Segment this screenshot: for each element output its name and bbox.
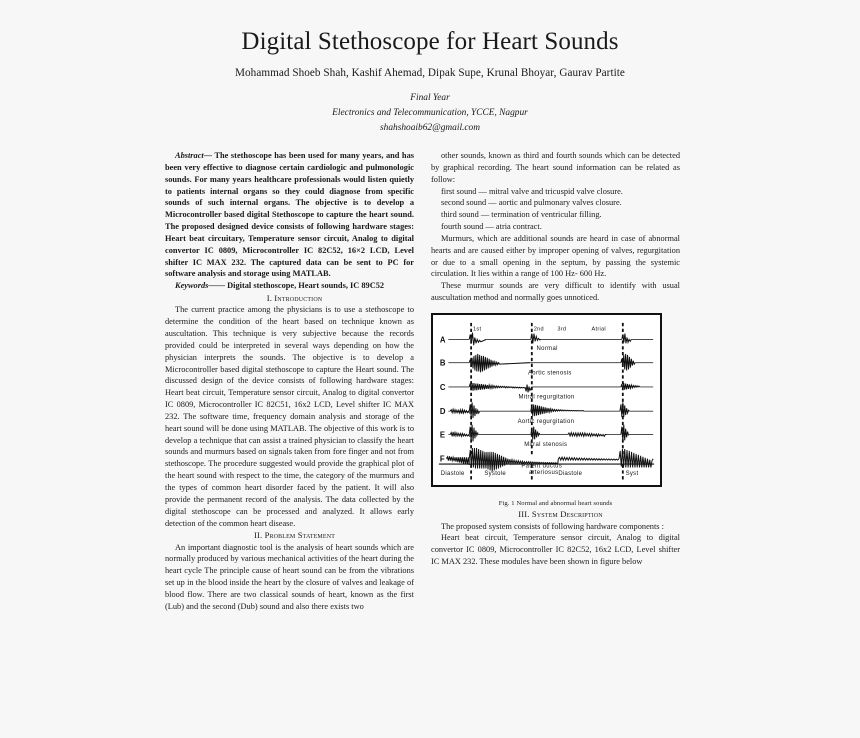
waveform-A2 — [531, 334, 541, 344]
author-department: Electronics and Telecommunication, YCCE, Nagpur — [332, 107, 528, 118]
condition-label-aortic-stenosis: Aortic stenosis — [528, 370, 572, 377]
keywords-text: Digital stethoscope, Heart sounds, IC 89C52 — [225, 281, 385, 291]
waveform-D-diastolic — [531, 404, 584, 416]
phase-label-systole-1: Systole — [484, 471, 506, 478]
waveform-D-pre — [450, 409, 469, 413]
waveform-E-pre — [450, 432, 469, 436]
left-column — [165, 150, 414, 725]
condition-label-patent-ductus-2: arteriosus — [528, 470, 559, 477]
row-label-A: A — [439, 335, 446, 345]
system-description-paragraph-1: The proposed system consists of following hardware components : — [441, 521, 664, 531]
body-columns — [165, 150, 680, 725]
phase-label-diastole-2: Diastole — [558, 471, 583, 478]
list-item: third sound — termination of ventricular filling. — [441, 210, 602, 220]
row-label-F: F — [439, 454, 445, 464]
introduction-paragraph: The current practice among the physicians is to use a stethoscope to determine the condition of the heart based on technique known as auscultation. This technique is very subjective because the records provided could be interpreted in several ways depending on how the physician interprets the sounds. The objective is to develop a Microcontroller based digital stethoscope to capture the Heart sound. The discussed design of the device consists of following hardware stages: Heart beat circuit, Temperature sensor circuit, Analog to digital convertor IC 0809, Microcontroller IC 82C51, 16x2 LCD, Level shifter IC MAX 232. The software time, frequency domain analysis and storage of the heart sound will be done using MATLAB. The objective of this work is to develop a technique that can assist a trained physician to classify the heart sounds and murmurs based on signals taken from fore finger and not from stethoscope. The procedure suggested would provide the graphical plot of the heart sound with respect to the time, the category of the murmurs and the types of common heart disorder faced by the patient. It will also provide the permanent record of the analysis. The data collected by the digital stethoscope can be processed and analyzed. It allows early detection of the common heart disease. — [165, 305, 414, 528]
waveform-F-tail — [558, 457, 619, 460]
paper-header — [0, 0, 860, 136]
condition-label-normal: Normal — [536, 345, 558, 353]
author-list: Mohammad Shoeb Shah, Kashif Ahemad, Dipak Supe, Krunal Bhoyar, Gaurav Partite — [235, 66, 625, 79]
condition-label-mitral-stenosis: Mitral stenosis — [524, 442, 568, 449]
heart-sound-waveform-chart — [437, 320, 656, 482]
marker-3rd: 3rd — [557, 326, 567, 333]
figure-1-frame — [431, 313, 662, 487]
right-column — [431, 150, 680, 725]
row-label-C: C — [439, 382, 446, 392]
condition-label-patent-ductus-1: Patent ductus — [521, 463, 563, 470]
list-item: first sound — mitral valve and tricuspid valve closure. — [441, 186, 623, 196]
marker-1st: 1st — [473, 326, 482, 333]
phase-label-diastole-1: Diastole — [440, 471, 465, 478]
problem-statement-paragraph: An important diagnostic tool is the analysis of heart sounds which are normally produced by various mechanical activities of the heart during the heart cycle The principle cause of heart sound can be from the vibrations set up in the blood inside the heart by the closure of valves and leakage of blood flow. There are two classical sounds of heart, known as the first (Lub) and the second (Dub) sound and also there exists two — [165, 542, 414, 611]
abstract-paragraph — [165, 150, 414, 280]
author-year: Final Year — [410, 92, 450, 103]
page-title: Digital Stethoscope for Heart Sounds — [241, 28, 619, 55]
waveform-B — [469, 354, 530, 372]
affiliation-block — [120, 91, 740, 137]
abstract-label: Abstract— — [175, 151, 213, 160]
waveform-A — [469, 333, 486, 346]
waveform-E-rumble — [568, 432, 607, 436]
waveform-E-s1 — [469, 425, 478, 441]
phase-label-systole-2: Syst — [625, 471, 639, 478]
waveform-C — [469, 383, 532, 392]
waveform-E-s2 — [531, 427, 540, 440]
row-label-B: B — [439, 358, 446, 368]
keywords-paragraph — [165, 280, 414, 292]
waveform-F-next — [619, 449, 653, 467]
author-email: shahshoaib62@gmail.com — [379, 123, 481, 134]
figure-1 — [431, 313, 680, 508]
figure-caption: Fig. 1 Normal and abnormal heart sounds — [498, 499, 613, 507]
condition-label-mitral-regurgitation: Mitral regurgitation — [518, 394, 575, 401]
condition-label-aortic-regurgitation: Aortic regurgitation — [517, 418, 575, 425]
heart-sound-list — [431, 186, 680, 233]
abstract-text: The stethoscope has been used for many years, and has been very effective to diagnose certain cardiologic and pulmonologic sounds. For many years healthcare professionals would listen quietly to patients internal organs so they could diagnose from specific sounds of such internal organs. The objective is to develop a Microcontroller based digital Stethoscope to capture the heart sound. The proposed designed device consists of following hardware stages: Heart beat circuitary, Temperature sensor circuit, Analog to digital convertor IC 0809, Microcontroller IC 82C52, 16×2 LCD, Level shifter IC MAX 232. The captured data can be sent to PC for software analysis and storage using MATLAB. — [165, 151, 414, 279]
section-heading-introduction: I. Introduction — [266, 293, 323, 304]
section-heading-system-description: III. System Description — [518, 509, 603, 520]
continuation-paragraph: other sounds, known as third and fourth sounds which can be detected by graphical recording. The heart sound information can be related as follow: — [431, 151, 680, 184]
section-heading-problem-statement: II. Problem Statement — [253, 530, 336, 541]
system-description-paragraph-2: Heart beat circuit, Temperature sensor circuit, Analog to digital convertor IC 0809, Microcontroller IC 82C52, 16x2 LCD, Level shifter IC MAX 232. These modules have been shown in figure below — [431, 533, 680, 567]
keywords-label: Keywords—— — [175, 281, 226, 291]
marker-atrial: Atrial — [591, 326, 606, 333]
marker-2nd: 2nd — [533, 326, 544, 333]
list-item: second sound — aortic and pulmonary valves closure. — [441, 198, 622, 208]
row-label-E: E — [439, 430, 446, 440]
murmurs-paragraph: Murmurs, which are additional sounds are heard in case of abnormal hearts and are caused either by improper opening of valves, regurgitation or due to a small opening in the septum, by passing the systemic circulation. It lies within a range of 100 Hz- 600 Hz. — [431, 233, 680, 279]
murmurs-paragraph-2: These murmur sounds are very difficult to identify with usual auscultation method and normally goes unnoticed. — [431, 281, 680, 303]
list-item: fourth sound — atria contract. — [441, 222, 542, 232]
row-label-D: D — [439, 406, 446, 417]
